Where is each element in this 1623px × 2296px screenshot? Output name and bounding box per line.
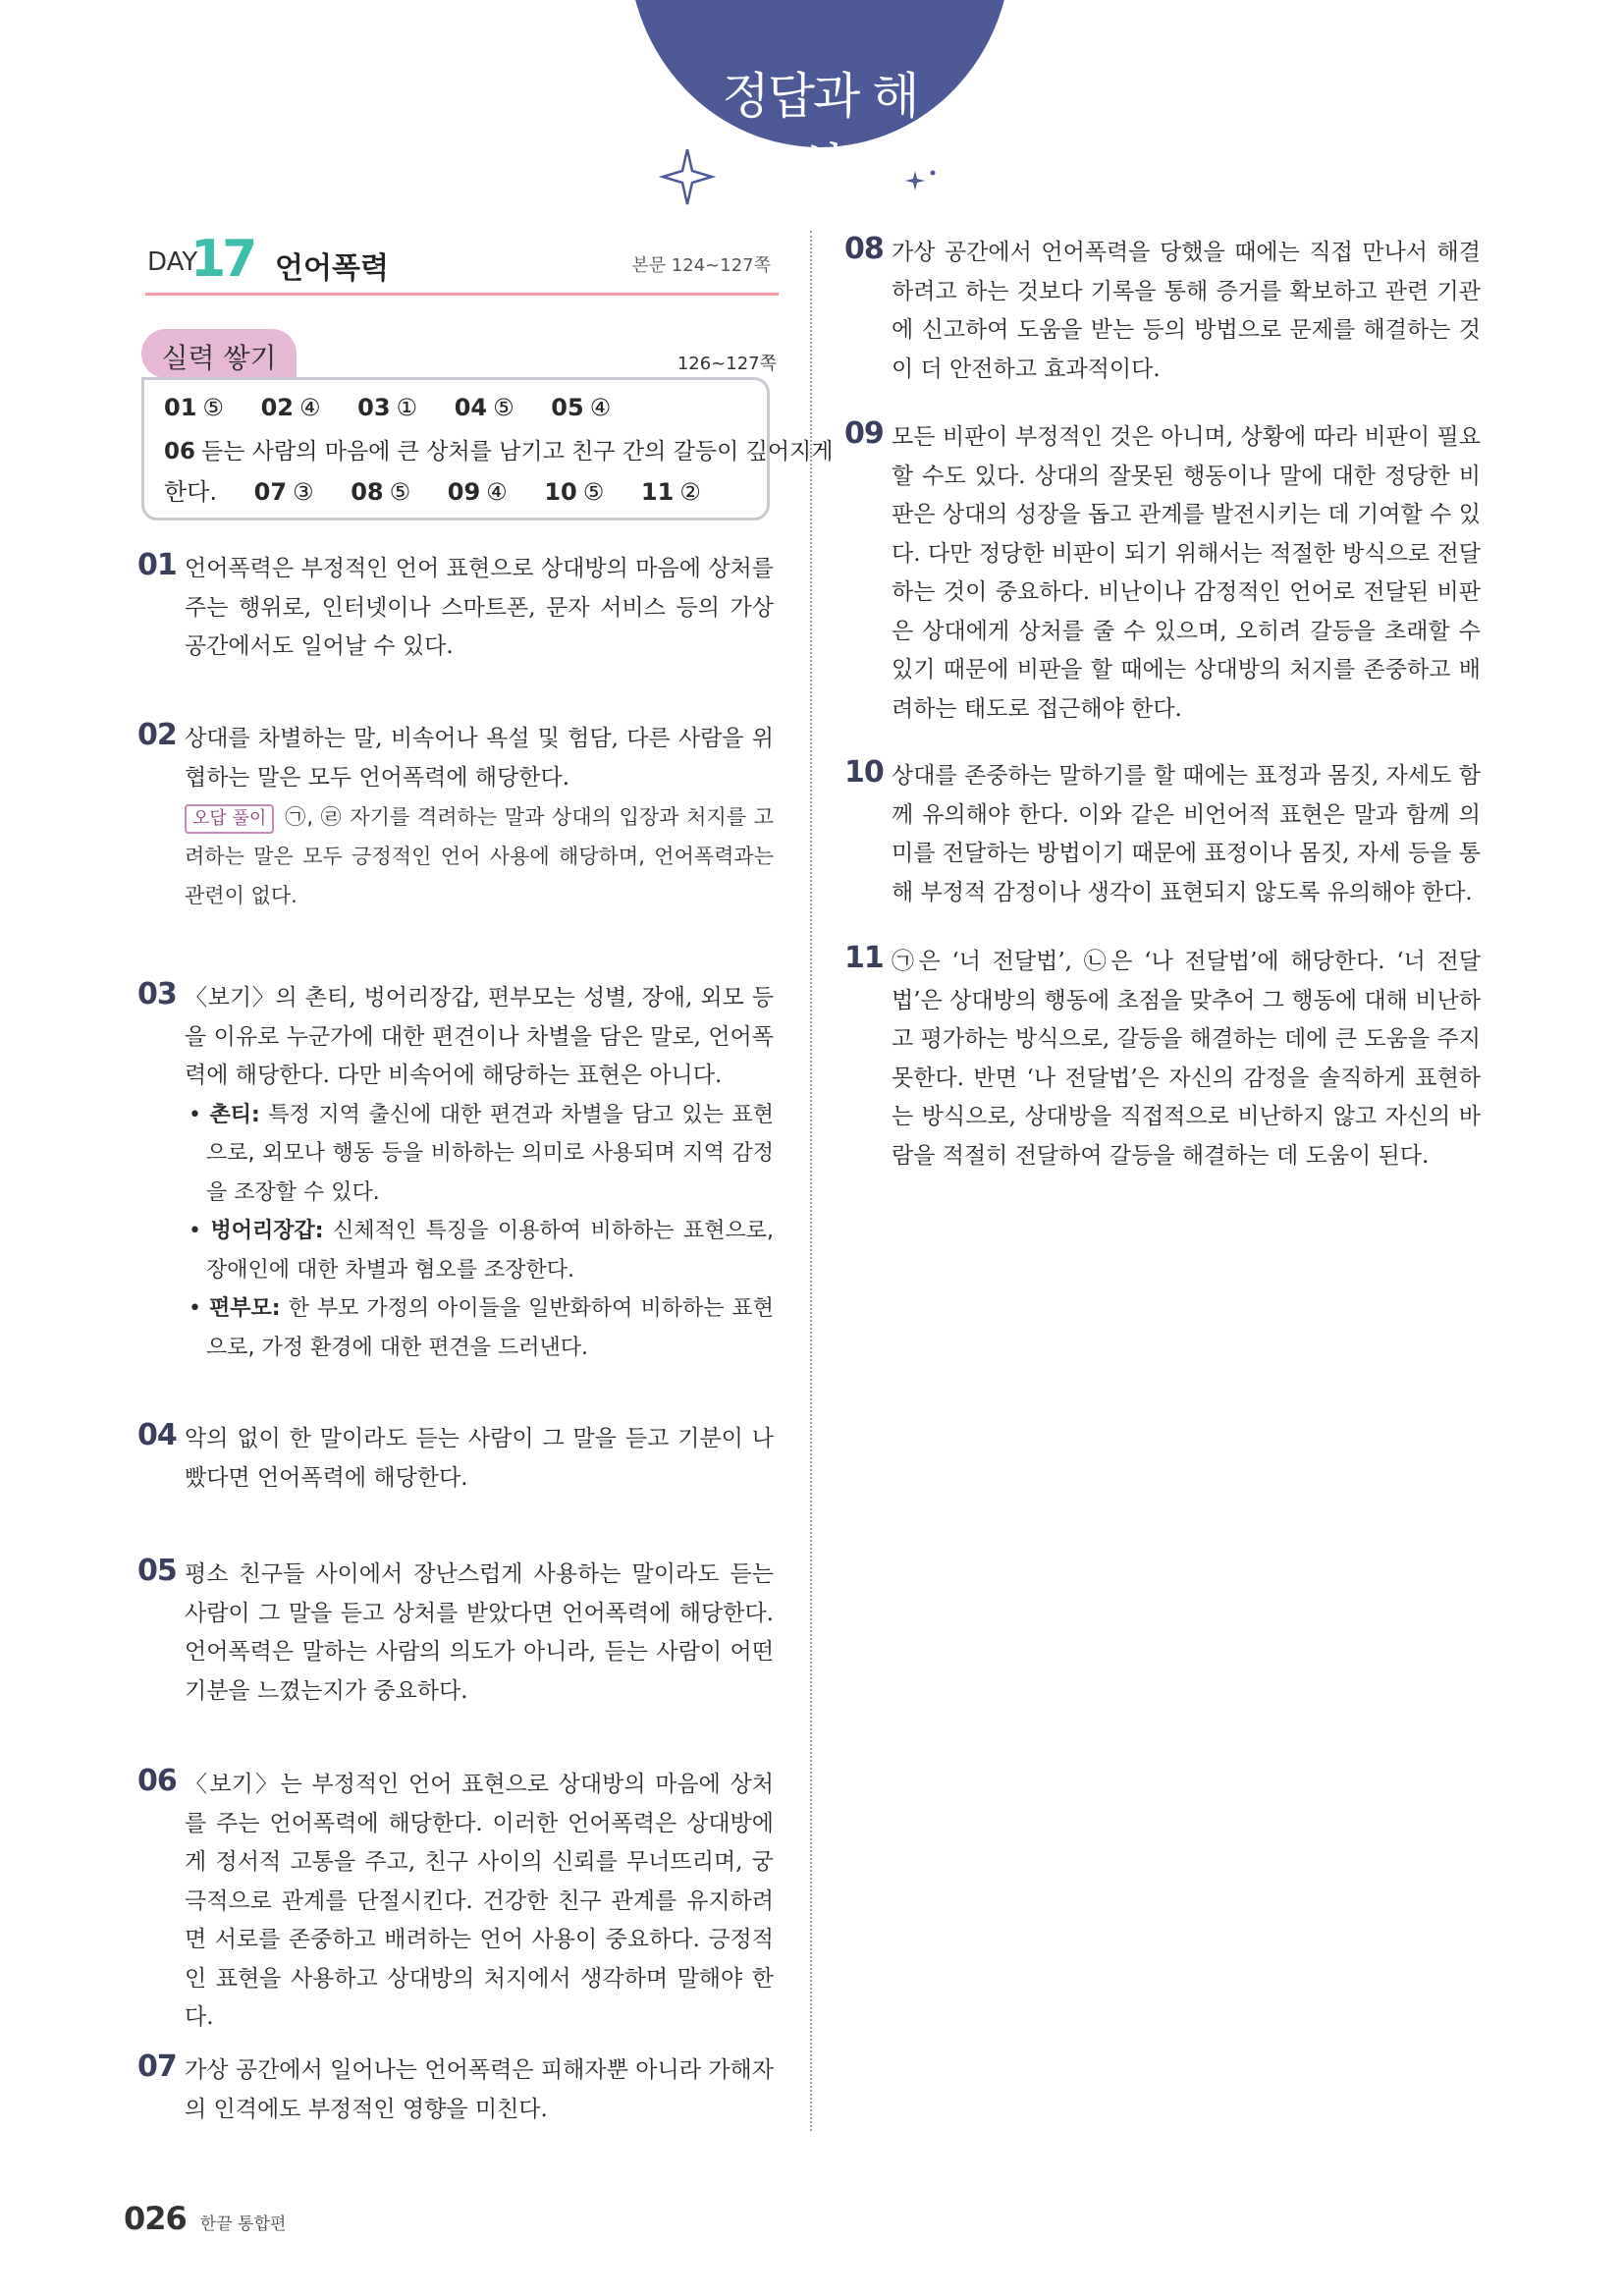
explanation-text: 〈보기〉는 부정적인 언어 표현으로 상대방의 마음에 상처를 주는 언어폭력에 해당한다. 이러한 언어폭력은 상대방에게 정서적 고통을 주고, 친구 사이의 신뢰를 무너뜨리며, 궁극적으로 관계를 단절시킨다. 건강한 친구 관계를 유지하려면 서로를 존중하고 배려하는 언어 사용이 중요하다. 긍정적인 표현을 사용하고 상대방의 처지에서 생각하며 말해야 한다. bbox=[185, 1772, 774, 2030]
day-underline bbox=[145, 293, 779, 296]
question-number: 09 bbox=[844, 416, 884, 451]
question-number: 11 bbox=[844, 941, 884, 975]
question-number: 02 bbox=[137, 718, 177, 752]
day-header bbox=[145, 232, 779, 297]
explanation-text: ㉠은 ‘너 전달법’, ㉡은 ‘나 전달법’에 해당한다. ‘너 전달법’은 상대방의 행동에 초점을 맞추어 그 행동에 대해 비난하고 평가하는 방식으로, 갈등을 해결하는 데에 큰 도움을 주지 못한다. 반면 ‘나 전달법’은 자신의 감정을 솔직하게 표현하는 방식으로, 상대방을 직접적으로 비난하지 않고 자신의 바람을 적절히 전달하여 갈등을 해결하는 데 도움이 된다. bbox=[892, 949, 1481, 1169]
explanation-text: 언어폭력은 부정적인 언어 표현으로 상대방의 마음에 상처를 주는 행위로, 인터넷이나 스마트폰, 문자 서비스 등의 가상 공간에서도 일어날 수 있다. bbox=[185, 556, 774, 659]
question-number: 08 bbox=[844, 232, 884, 266]
page-number: 026 bbox=[124, 2200, 187, 2237]
answer-item: 11 ② bbox=[640, 478, 701, 506]
day-title: 언어폭력 bbox=[275, 251, 389, 286]
question-number: 07 bbox=[137, 2050, 177, 2084]
wrong-answer-note: 오답 풀이 ㉠, ㉣ 자기를 격려하는 말과 상대의 입장과 처지를 고려하는 말은 모두 긍정적인 언어 사용에 해당하며, 언어폭력과는 관련이 없다. bbox=[185, 805, 774, 907]
answer-item: 07 ③ bbox=[253, 478, 314, 506]
answer-row-2: 06 듣는 사람의 마음에 큰 상처를 남기고 친구 간의 갈등이 깊어지게 bbox=[164, 439, 834, 465]
page-footer bbox=[124, 2200, 286, 2237]
explanation-text: 상대를 차별하는 말, 비속어나 욕설 및 험담, 다른 사람을 위협하는 말은 모두 언어폭력에 해당한다. 오답 풀이 ㉠, ㉣ 자기를 격려하는 말과 상대의 입장과 처지를 고려하는 말은 모두 긍정적인 언어 사용에 해당하며, 언어폭력과는 관련이 없다. bbox=[185, 720, 774, 915]
answer-item: 03 ① bbox=[357, 394, 418, 421]
wrong-answer-badge: 오답 풀이 bbox=[185, 804, 274, 834]
day-pages: 본문 124~127쪽 bbox=[631, 255, 771, 276]
explanation-text: 가상 공간에서 일어나는 언어폭력은 피해자뿐 아니라 가해자의 인격에도 부정적인 영향을 미친다. bbox=[185, 2057, 774, 2122]
answer-row-1 bbox=[164, 394, 640, 421]
question-number: 03 bbox=[137, 977, 177, 1011]
practice-title: 실력 쌓기 bbox=[161, 342, 277, 374]
sparkle-icon bbox=[658, 149, 952, 208]
bullet-item: • 편부모: 한 부모 가정의 아이들을 일반화하여 비하하는 표현으로, 가정 환경에 대한 편견을 드러낸다. bbox=[189, 1296, 774, 1360]
explanation-text: 〈보기〉의 촌티, 벙어리장갑, 편부모는 성별, 장애, 외모 등을 이유로 누군가에 대한 편견이나 차별을 담은 말로, 언어폭력에 해당한다. 다만 비속어에 해당하는 표현은 아니다. • 촌티: 특정 지역 출신에 대한 편견과 차별을 담고 있는 표현으로, 외모나 행동 등을 비하하는 의미로 사용되며 지역 감정을 조장할 수 있다. • 벙어리장갑: 신체적인 특징을 이용하여 비하하는 표현으로, 장애인에 대한 차별과 혐오를 조장한다. • 편부모: 한 부모 가정의 아이들을 일반화하여 비하하는 표현으로, 가정 환경에 대한 편견을 드러낸다. bbox=[185, 979, 774, 1367]
answer-item: 01 ⑤ bbox=[164, 394, 224, 421]
question-number: 05 bbox=[137, 1554, 177, 1588]
explanation-text: 평소 친구들 사이에서 장난스럽게 사용하는 말이라도 듣는 사람이 그 말을 듣고 상처를 받았다면 언어폭력에 해당한다. 언어폭력은 말하는 사람의 의도가 아니라, 듣는 사람이 어떤 기분을 느꼈는지가 중요하다. bbox=[185, 1561, 774, 1704]
bullet-item: • 벙어리장갑: 신체적인 특징을 이용하여 비하하는 표현으로, 장애인에 대한 차별과 혐오를 조장한다. bbox=[189, 1219, 774, 1283]
answer-item: 02 ④ bbox=[260, 394, 321, 421]
bullet-list bbox=[185, 1096, 774, 1368]
column-divider bbox=[810, 231, 812, 2131]
explanation-text: 악의 없이 한 말이라도 듣는 사람이 그 말을 듣고 기분이 나빴다면 언어폭력에 해당한다. bbox=[185, 1426, 774, 1491]
question-number: 01 bbox=[137, 548, 177, 582]
question-number: 04 bbox=[137, 1418, 177, 1452]
day-label: DAY bbox=[147, 247, 198, 277]
answer-item: 09 ④ bbox=[447, 478, 508, 506]
practice-tab bbox=[141, 329, 297, 378]
header-title: 정답과 해설 bbox=[722, 68, 918, 195]
bullet-item: • 촌티: 특정 지역 출신에 대한 편견과 차별을 담고 있는 표현으로, 외모나 행동 등을 비하하는 의미로 사용되며 지역 감정을 조장할 수 있다. bbox=[189, 1102, 774, 1205]
answer-item: 08 ⑤ bbox=[351, 478, 411, 506]
explanation-text: 모든 비판이 부정적인 것은 아니며, 상황에 따라 비판이 필요할 수도 있다. 상대의 잘못된 행동이나 말에 대한 정당한 비판은 상대의 성장을 돕고 관계를 발전시키는 데 기여할 수 있다. 다만 정당한 비판이 되기 위해서는 적절한 방식으로 전달하는 것이 중요하다. 비난이나 감정적인 언어로 전달된 비판은 상대에게 상처를 줄 수 있으며, 오히려 갈등을 초래할 수 있기 때문에 비판을 할 때에는 상대방의 처지를 존중하고 배려하는 태도로 접근해야 한다. bbox=[892, 424, 1481, 722]
practice-pages: 126~127쪽 bbox=[676, 354, 777, 374]
answer-item: 10 ⑤ bbox=[544, 478, 605, 506]
question-number: 06 bbox=[137, 1764, 177, 1798]
explanation-text: 가상 공간에서 언어폭력을 당했을 때에는 직접 만나서 해결하려고 하는 것보다 기록을 통해 증거를 확보하고 관련 기관에 신고하여 도움을 받는 등의 방법으로 문제를 해결하는 것이 더 안전하고 효과적이다. bbox=[892, 240, 1481, 382]
answer-box bbox=[141, 377, 834, 520]
book-title: 한끝 통합편 bbox=[199, 2214, 287, 2234]
answer-item: 04 ⑤ bbox=[454, 394, 514, 421]
day-number: 17 bbox=[190, 230, 254, 289]
question-number: 10 bbox=[844, 755, 884, 790]
answer-item: 05 ④ bbox=[551, 394, 612, 421]
answer-row-3: 한다. 07 ③ 08 ⑤ 09 ④ 10 ⑤ 11 ② bbox=[164, 478, 701, 506]
explanation-text: 상대를 존중하는 말하기를 할 때에는 표정과 몸짓, 자세도 함께 유의해야 한다. 이와 같은 비언어적 표현은 말과 함께 의미를 전달하는 방법이기 때문에 표정이나 몸짓, 자세 등을 통해 부정적 감정이나 생각이 표현되지 않도록 유의해야 한다. bbox=[892, 763, 1481, 905]
